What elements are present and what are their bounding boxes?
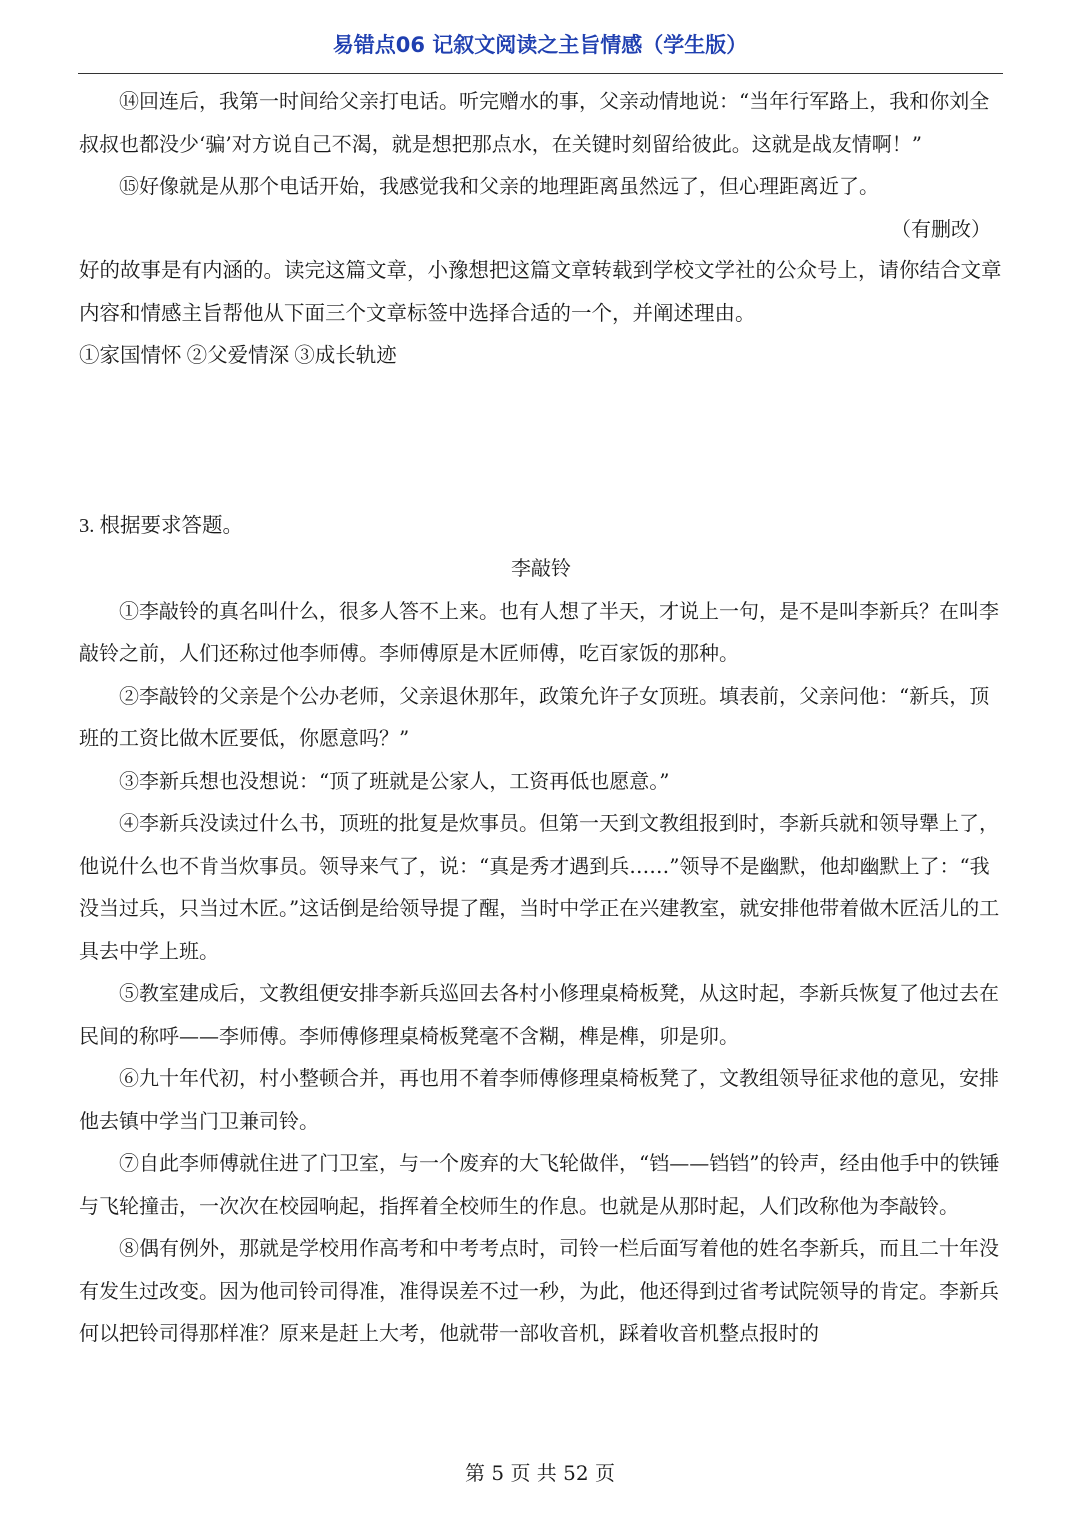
- question-2-options: ①家国情怀 ②父爱情深 ③成长轨迹: [79, 345, 397, 367]
- article-title: 李敲铃: [511, 556, 571, 580]
- article-paragraph-2: ②李敲铃的父亲是个公办老师，父亲退休那年，政策允许子女顶班。填表前，父亲问他：“新兵，顶班的工资比做木匠要低，你愿意吗？”: [79, 683, 990, 750]
- header-divider: [78, 73, 1003, 74]
- paragraph-15: ⑮好像就是从那个电话开始，我感觉我和父亲的地理距离虽然远了，但心理距离近了。: [119, 174, 879, 198]
- article-paragraph-7: ⑦自此李师傅就住进了门卫室，与一个废弃的大飞轮做伴，“铛——铛铛”的铃声，经由他手中的铁锤与飞轮撞击，一次次在校园响起，指挥着全校师生的作息。也就是从那时起，人们改称他为李敲铃。: [79, 1151, 1000, 1218]
- article-paragraph-8: ⑧偶有例外，那就是学校用作高考和中考考点时，司铃一栏后面写着他的姓名李新兵，而且二十年没有发生过改变。因为他司铃司得准，准得误差不过一秒，为此，他还得到过省考试院领导的肯定。李新兵何以把铃司得那样准？原来是赶上大考，他就带一部收音机，踩着收音机整点报时的: [79, 1236, 999, 1345]
- question-3-heading: 3. 根据要求答题。: [79, 514, 243, 537]
- article-paragraph-6: ⑥九十年代初，村小整顿合并，再也用不着李师傅修理桌椅板凳了，文教组领导征求他的意见，安排他去镇中学当门卫兼司铃。: [79, 1066, 999, 1133]
- paragraph-14: ⑭回连后，我第一时间给父亲打电话。听完赠水的事，父亲动情地说：“当年行军路上，我和你刘全叔叔也都没少‘骗’对方说自己不渴，就是想把那点水，在关键时刻留给彼此。这就是战友情啊！”: [79, 89, 990, 156]
- page-number: 第 5 页 共 52 页: [465, 1461, 615, 1485]
- question-2-prompt: 好的故事是有内涵的。读完这篇文章，小豫想把这篇文章转载到学校文学社的公众号上，请你结合文章内容和情感主旨帮他从下面三个文章标签中选择合适的一个，并阐述理由。: [79, 260, 1002, 325]
- article-paragraph-1: ①李敲铃的真名叫什么，很多人答不上来。也有人想了半天，才说上一句，是不是叫李新兵？在叫李敲铃之前，人们还称过他李师傅。李师傅原是木匠师傅，吃百家饭的那种。: [79, 598, 999, 665]
- page-header-title: 易错点06 记叙文阅读之主旨情感（学生版）: [332, 33, 748, 57]
- answer-space: [79, 378, 1003, 505]
- article-paragraph-3: ③李新兵想也没想说：“顶了班就是公家人，工资再低也愿意。”: [119, 768, 670, 793]
- article-paragraph-4: ④李新兵没读过什么书，顶班的批复是炊事员。但第一天到文教组报到时，李新兵就和领导犟上了，他说什么也不肯当炊事员。领导来气了，说：“真是秀才遇到兵……”领导不是幽默，他却幽默上了：“我没当过兵，只当过木匠。”这话倒是给领导提了醒，当时中学正在兴建教室，就安排他带着做木匠活儿的工具去中学上班。: [79, 811, 1000, 963]
- edit-note: （有删改）: [891, 216, 991, 241]
- article-paragraph-5: ⑤教室建成后，文教组便安排李新兵巡回去各村小修理桌椅板凳，从这时起，李新兵恢复了他过去在民间的称呼——李师傅。李师傅修理桌椅板凳毫不含糊，榫是榫，卯是卯。: [79, 981, 999, 1048]
- document-body: [79, 80, 1003, 1355]
